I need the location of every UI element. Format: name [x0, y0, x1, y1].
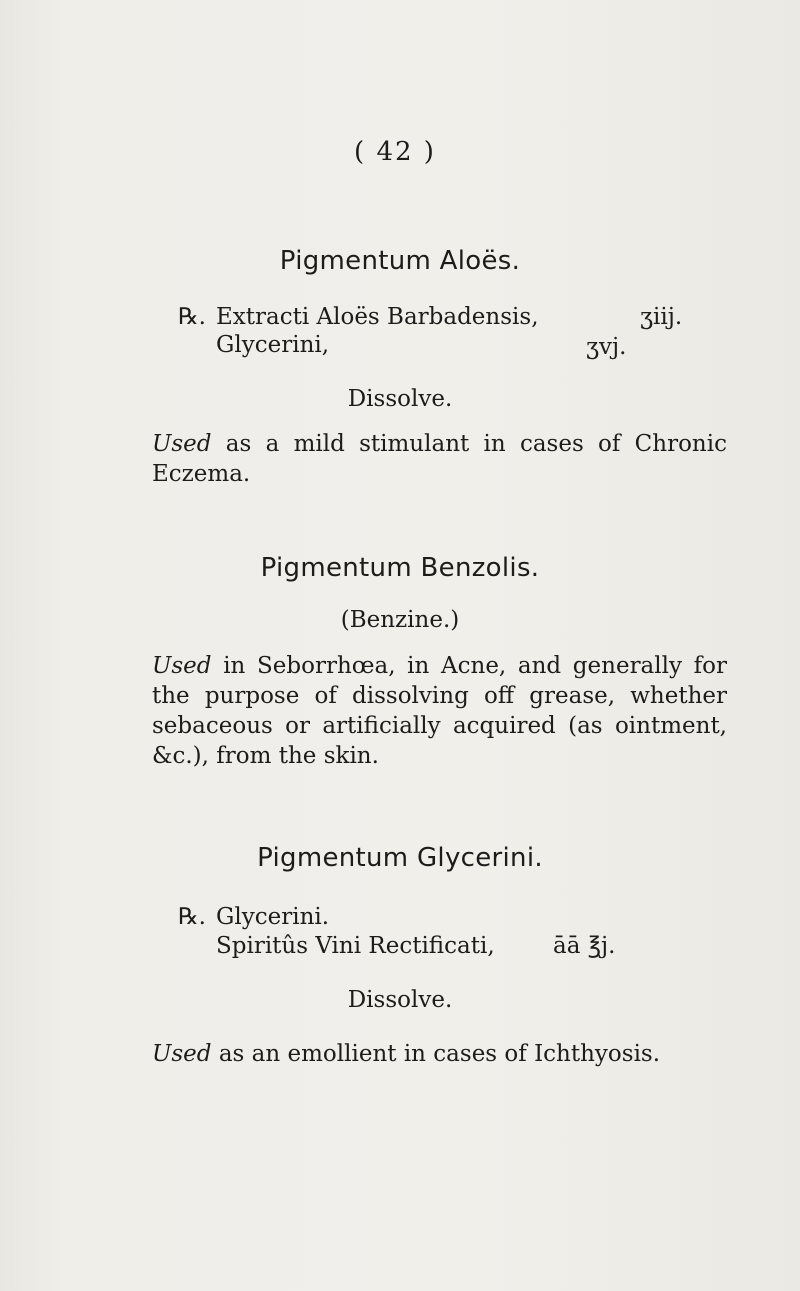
recipe-instruction: Dissolve.	[347, 987, 453, 1013]
usage-lead: Used	[152, 653, 212, 679]
usage-text: in Seborrhœa, in Acne, and generally for the purpose of dissolving off grease, whether sebaceous or artificially acquired (as ointment, &c.), from the skin.	[152, 653, 727, 769]
section-heading-benzolis: Pigmentum Benzolis.	[260, 553, 540, 583]
recipe-symbol: ℞.	[178, 304, 206, 330]
page-number: ( 42 )	[354, 137, 436, 167]
recipe-instruction: Dissolve.	[347, 386, 453, 412]
recipe-ingredient: Glycerini.	[216, 904, 330, 930]
recipe-quantity: ʒiij.	[640, 304, 683, 330]
section-heading-aloes: Pigmentum Aloës.	[279, 246, 521, 276]
recipe-quantity: ʒvj.	[586, 334, 627, 360]
recipe-quantity: āā ℥j.	[553, 933, 616, 959]
recipe-ingredient: Extracti Aloës Barbadensis,	[216, 304, 539, 330]
usage-paragraph	[152, 429, 727, 489]
usage-lead: Used	[152, 1041, 212, 1067]
recipe-ingredient: Glycerini,	[216, 332, 330, 358]
usage-paragraph	[152, 651, 727, 771]
recipe-symbol: ℞.	[178, 904, 206, 930]
section-subheading: (Benzine.)	[340, 607, 460, 633]
recipe-ingredient: Spiritûs Vini Rectificati,	[216, 933, 495, 959]
usage-text: as a mild stimulant in cases of Chronic Eczema.	[152, 431, 727, 487]
usage-paragraph	[152, 1039, 727, 1069]
section-heading-glycerini: Pigmentum Glycerini.	[257, 843, 543, 873]
usage-lead: Used	[152, 431, 212, 457]
usage-text: as an emollient in cases of Ichthyosis.	[211, 1041, 661, 1067]
